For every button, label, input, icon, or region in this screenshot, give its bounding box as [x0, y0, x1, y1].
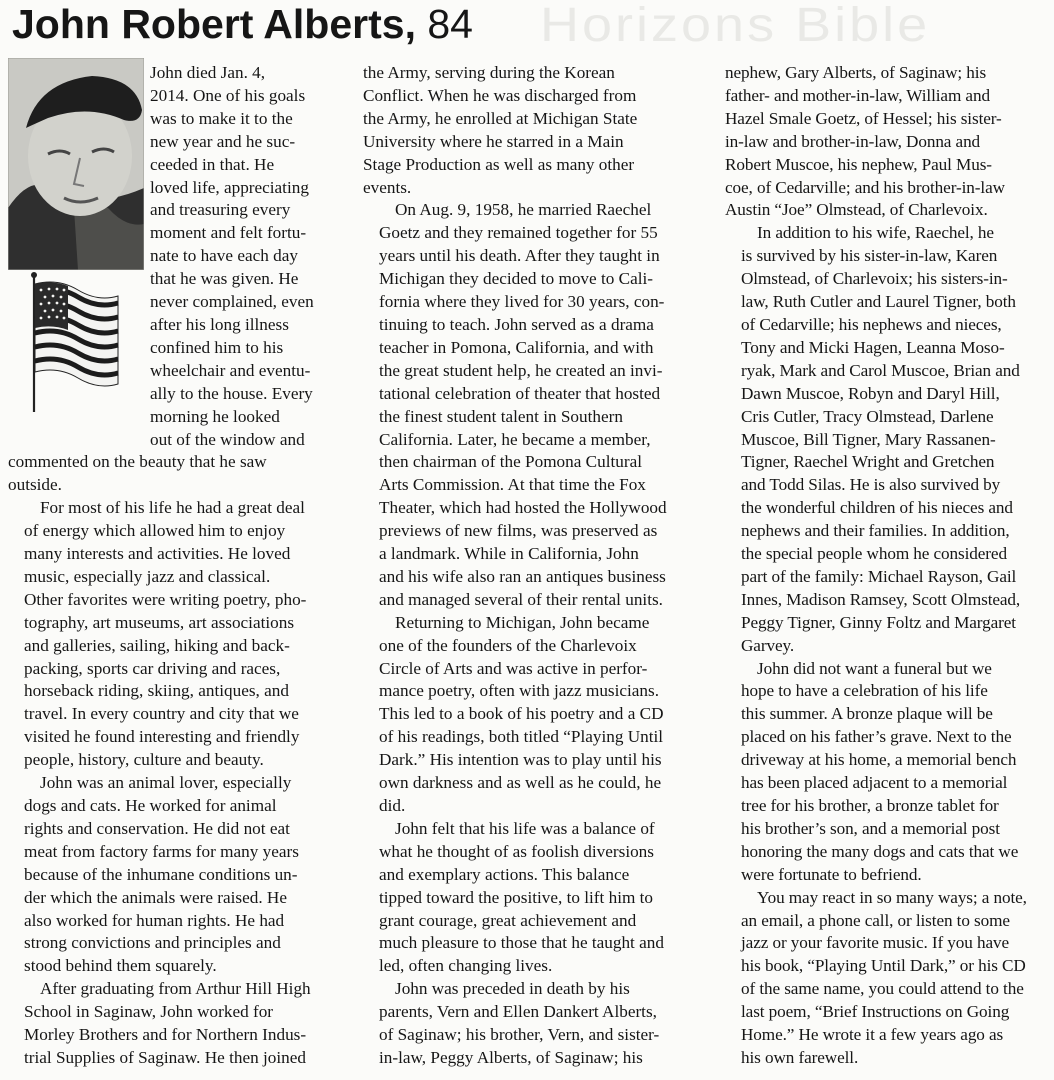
- text-line: were fortunate to befriend.: [741, 864, 922, 884]
- text-line: ryak, Mark and Carol Muscoe, Brian and: [741, 360, 1020, 380]
- text-line: an email, a phone call, or listen to some: [741, 910, 1010, 930]
- text-line: did.: [379, 796, 406, 815]
- text-line: nephew, Gary Alberts, of Saginaw; his: [725, 63, 987, 82]
- text-line: School in Saginaw, John worked for: [24, 1002, 274, 1022]
- text-line: of Saginaw; his brother, Vern, and sister-: [379, 1025, 660, 1045]
- text-line: John died Jan. 4,: [150, 63, 266, 82]
- text-line: stood behind them squarely.: [24, 956, 217, 976]
- text-line: meat from factory farms for many years: [24, 841, 299, 861]
- text-line: also worked for human rights. He had: [24, 910, 285, 930]
- text-line: Goetz and they remained together for 55: [379, 223, 658, 243]
- text-line: that he was given. He: [150, 269, 299, 289]
- text-line: the special people whom he considered: [741, 544, 1007, 564]
- text-line: Tigner, Raechel Wright and Gretchen: [741, 452, 995, 472]
- headline-age: 84: [427, 1, 473, 47]
- text-line: horseback riding, skiing, antiques, and: [24, 681, 289, 701]
- text-line: Garvey.: [741, 635, 795, 655]
- text-line: what he thought of as foolish diversions: [379, 841, 654, 861]
- paragraph-interests: [8, 497, 344, 772]
- text-line: Austin “Joe” Olmstead, of Charlevoix.: [725, 200, 988, 220]
- article-column-2: [363, 62, 701, 1070]
- text-line: Cris Cutler, Tracy Olmstead, Darlene: [741, 406, 994, 426]
- text-line: University where he starred in a Main: [363, 131, 624, 151]
- text-line: never complained, even: [150, 292, 314, 312]
- text-line: and treasuring every: [150, 200, 291, 220]
- text-line: Muscoe, Bill Tigner, Mary Rassanen-: [741, 429, 996, 449]
- paragraph-balance: [363, 818, 701, 978]
- text-line: Other favorites were writing poetry, pho-: [24, 589, 307, 609]
- text-line: the Army, serving during the Korean: [363, 63, 615, 82]
- text-line: ally to the house. Every: [150, 383, 313, 403]
- text-line: coe, of Cedarville; and his brother-in-law: [725, 177, 1005, 197]
- text-line: John was preceded in death by his: [395, 979, 630, 999]
- text-line: many interests and activities. He loved: [24, 544, 291, 564]
- text-line: much pleasure to those that he taught and: [379, 933, 664, 953]
- text-line: Olmstead, of Charlevoix; his sisters-in-: [741, 269, 1008, 289]
- text-line: strong convictions and principles and: [24, 933, 281, 953]
- article-column-3: [725, 62, 1054, 1070]
- text-line: On Aug. 9, 1958, he married Raechel: [395, 200, 652, 220]
- text-line: honoring the many dogs and cats that we: [741, 841, 1019, 861]
- text-line: placed on his father’s grave. Next to the: [741, 727, 1012, 747]
- background-watermark: Horizons Bible: [540, 0, 931, 53]
- text-line: After graduating from Arthur Hill High: [40, 979, 311, 999]
- text-line: after his long illness: [150, 314, 289, 334]
- text-line: music, especially jazz and classical.: [24, 566, 271, 586]
- text-line: in-law, Peggy Alberts, of Saginaw; his: [379, 1047, 643, 1067]
- text-line: John was an animal lover, especially: [40, 773, 292, 793]
- text-line: the wonderful children of his nieces and: [741, 498, 1013, 518]
- text-line: of Cedarville; his nephews and nieces,: [741, 314, 1002, 334]
- text-line: Circle of Arts and was active in perfor-: [379, 658, 648, 678]
- text-line: was to make it to the: [150, 108, 293, 128]
- text-line: 2014. One of his goals: [150, 85, 306, 105]
- text-line: father- and mother-in-law, William and: [725, 85, 990, 105]
- text-line: der which the animals were raised. He: [24, 887, 287, 907]
- text-line: tree for his brother, a bronze tablet for: [741, 796, 999, 815]
- text-line: own darkness and as well as he could, he: [379, 773, 662, 793]
- article-column-1: [8, 62, 344, 1070]
- text-line: outside.: [8, 475, 62, 495]
- text-line: his book, “Playing Until Dark,” or his CD: [741, 956, 1026, 976]
- text-line: and exemplary actions. This balance: [379, 864, 630, 884]
- paragraph-marriage: [363, 199, 701, 611]
- text-line: Peggy Tigner, Ginny Foltz and Margaret: [741, 612, 1016, 632]
- text-line: nephews and their families. In addition,: [741, 521, 1010, 541]
- text-line: dogs and cats. He worked for animal: [24, 796, 277, 815]
- text-line: California. Later, he became a member,: [379, 429, 651, 449]
- text-line: and his wife also ran an antiques business: [379, 566, 666, 586]
- text-line: one of the founders of the Charlevoix: [379, 635, 637, 655]
- text-line: last poem, “Brief Instructions on Going: [741, 1002, 1010, 1022]
- text-line: moment and felt fortu-: [150, 223, 307, 243]
- text-line: Morley Brothers and for Northern Indus-: [24, 1025, 307, 1045]
- text-line: visited he found interesting and friendly: [24, 727, 300, 747]
- text-line: the finest student talent in Southern: [379, 406, 623, 426]
- text-line: wheelchair and eventu-: [150, 360, 311, 380]
- text-line: parents, Vern and Ellen Dankert Alberts,: [379, 1002, 657, 1022]
- text-line: part of the family: Michael Rayson, Gail: [741, 566, 1017, 586]
- text-line: Michigan they decided to move to Cali-: [379, 269, 653, 289]
- text-line: and managed several of their rental units.: [379, 589, 663, 609]
- text-line: Innes, Madison Ramsey, Scott Olmstead,: [741, 589, 1021, 609]
- text-line: new year and he suc-: [150, 131, 296, 151]
- text-line: a landmark. While in California, John: [379, 544, 639, 564]
- text-line: Stage Production as well as many other: [363, 154, 635, 174]
- text-line: jazz or your favorite music. If you have: [741, 933, 1010, 953]
- text-line: the Army, he enrolled at Michigan State: [363, 108, 638, 128]
- paragraph-career: [8, 978, 344, 1070]
- text-line: trial Supplies of Saginaw. He then joined: [24, 1047, 306, 1067]
- text-line: events.: [363, 177, 412, 197]
- text-line: Tony and Micki Hagen, Leanna Moso-: [741, 337, 1005, 357]
- text-line: tipped toward the positive, to lift him to: [379, 887, 654, 907]
- text-line: previews of new films, was preserved as: [379, 521, 658, 541]
- text-line: is survived by his sister-in-law, Karen: [741, 246, 998, 266]
- text-line: Hazel Smale Goetz, of Hessel; his sister-: [725, 108, 1002, 128]
- text-line: Returning to Michigan, John became: [395, 612, 650, 632]
- text-line: has been placed adjacent to a memorial: [741, 773, 1008, 793]
- text-line: travel. In every country and city that we: [24, 704, 299, 724]
- text-line: driveway at his home, a memorial bench: [741, 750, 1017, 770]
- text-line: tography, art museums, art associations: [24, 612, 295, 632]
- text-line: John felt that his life was a balance of: [395, 818, 655, 838]
- paragraph-michigan: [363, 612, 701, 818]
- paragraph-animals: [8, 772, 344, 978]
- text-line: law, Ruth Cutler and Laurel Tigner, both: [741, 292, 1016, 312]
- text-line: his own farewell.: [741, 1047, 859, 1067]
- text-line: For most of his life he had a great deal: [40, 498, 305, 518]
- obituary-headline: [12, 0, 473, 48]
- text-line: Arts Commission. At that time the Fox: [379, 475, 646, 495]
- text-line: You may react in so many ways; a note,: [757, 887, 1027, 907]
- text-line: Dark.” His intention was to play until his: [379, 750, 662, 770]
- text-line: his brother’s son, and a memorial post: [741, 818, 1000, 838]
- text-line: John did not want a funeral but we: [757, 658, 992, 678]
- text-line: led, often changing lives.: [379, 956, 553, 976]
- text-line: and galleries, sailing, hiking and back-: [24, 635, 290, 655]
- text-line: of the same name, you could attend to the: [741, 979, 1024, 999]
- text-line: mance poetry, often with jazz musicians.: [379, 681, 659, 701]
- text-line: This led to a book of his poetry and a CD: [379, 704, 664, 724]
- text-line: the great student help, he created an invi-: [379, 360, 663, 380]
- text-line: Theater, which had hosted the Hollywood: [379, 498, 667, 518]
- text-line: tinuing to teach. John served as a drama: [379, 314, 654, 334]
- text-line: Dawn Muscoe, Robyn and Daryl Hill,: [741, 383, 1000, 403]
- text-line: teacher in Pomona, California, and with: [379, 337, 654, 357]
- paragraph-farewell: [725, 887, 1054, 1070]
- paragraph-family-continued: [725, 62, 1054, 222]
- text-line: commented on the beauty that he saw: [8, 452, 267, 472]
- text-line: confined him to his: [150, 337, 284, 357]
- text-line: rights and conservation. He did not eat: [24, 818, 290, 838]
- text-line: because of the inhumane conditions un-: [24, 864, 298, 884]
- headline-name: John Robert Alberts,: [12, 1, 416, 47]
- text-line: of energy which allowed him to enjoy: [24, 521, 286, 541]
- text-line: Conflict. When he was discharged from: [363, 85, 637, 105]
- text-line: tational celebration of theater that hosted: [379, 383, 661, 403]
- text-line: fornia where they lived for 30 years, con-: [379, 292, 665, 312]
- paragraph-memorial: [725, 658, 1054, 887]
- text-line: grant courage, great achievement and: [379, 910, 637, 930]
- text-line: Home.” He wrote it a few years ago as: [741, 1025, 1004, 1045]
- text-line: loved life, appreciating: [150, 177, 309, 197]
- paragraph-survived-by: [725, 222, 1054, 657]
- text-line: of his readings, both titled “Playing Until: [379, 727, 664, 747]
- text-line: hope to have a celebration of his life: [741, 681, 988, 701]
- text-line: out of the window and: [150, 429, 305, 449]
- text-line: Robert Muscoe, his nephew, Paul Mus-: [725, 154, 992, 174]
- text-line: morning he looked: [150, 406, 280, 426]
- text-line: packing, sports car driving and races,: [24, 658, 281, 678]
- text-line: In addition to his wife, Raechel, he: [757, 223, 994, 243]
- paragraph-preceded: [363, 978, 701, 1070]
- text-line: ceeded in that. He: [150, 154, 275, 174]
- paragraph-death-notice: [8, 62, 344, 497]
- text-line: people, history, culture and beauty.: [24, 750, 264, 770]
- text-line: then chairman of the Pomona Cultural: [379, 452, 642, 472]
- text-line: nate to have each day: [150, 246, 298, 266]
- paragraph-army: [363, 62, 701, 199]
- text-line: and Todd Silas. He is also survived by: [741, 475, 1001, 495]
- text-line: this summer. A bronze plaque will be: [741, 704, 993, 724]
- text-line: in-law and brother-in-law, Donna and: [725, 131, 981, 151]
- text-line: years until his death. After they taught in: [379, 246, 660, 266]
